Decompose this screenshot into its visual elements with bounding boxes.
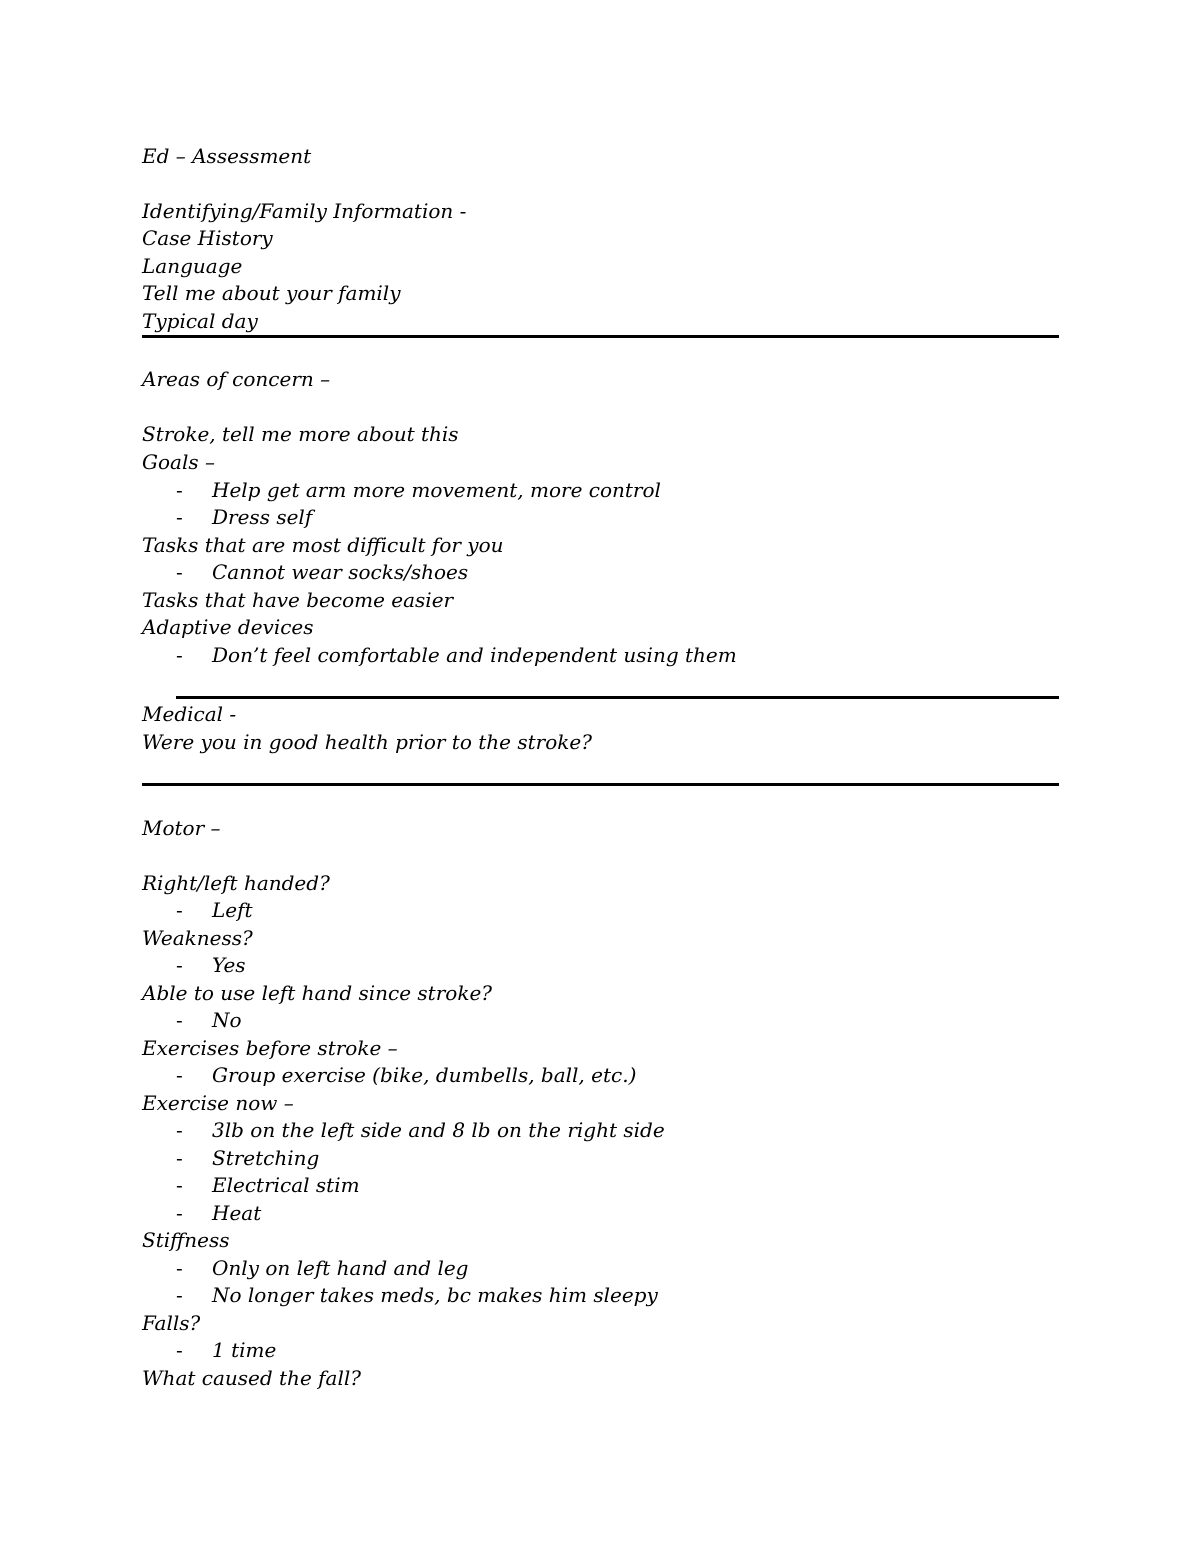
list-item-text: Don’t feel comfortable and independent using them [212, 643, 737, 667]
identifying-item: Tell me about your family [142, 281, 401, 305]
identifying-item: Language [142, 254, 243, 278]
concern-heading: Areas of concern – [142, 367, 331, 391]
bullet-dash: - [176, 1146, 183, 1170]
bullet-dash: - [176, 1173, 183, 1197]
medical-heading: Medical - [142, 702, 237, 726]
motor-heading: Motor – [142, 816, 221, 840]
left-hand-question: Able to use left hand since stroke? [142, 981, 492, 1005]
bullet-dash: - [176, 1201, 183, 1225]
list-item [176, 1062, 636, 1088]
identifying-item: Typical day [142, 309, 258, 333]
list-item-text: Electrical stim [212, 1173, 360, 1197]
easier-tasks-label: Tasks that have become easier [142, 588, 454, 612]
list-item [176, 1282, 658, 1308]
list-item [176, 477, 661, 503]
identifying-heading: Identifying/Family Information - [142, 199, 467, 223]
weakness-question: Weakness? [142, 926, 253, 950]
list-item-text: 3lb on the left side and 8 lb on the right side [212, 1118, 665, 1142]
list-item-text: No [212, 1008, 242, 1032]
list-item [176, 1255, 468, 1281]
bullet-dash: - [176, 953, 183, 977]
exercise-before-question: Exercises before stroke – [142, 1036, 398, 1060]
goals-label: Goals – [142, 450, 215, 474]
list-item-text: Dress self [212, 505, 313, 529]
stroke-question: Stroke, tell me more about this [142, 422, 459, 446]
list-item [176, 642, 737, 668]
list-item [176, 559, 468, 585]
list-item-text: Group exercise (bike, dumbells, ball, etc.) [212, 1063, 637, 1087]
list-item [176, 897, 253, 923]
bullet-dash: - [176, 1338, 183, 1362]
section-divider [142, 335, 1059, 338]
adaptive-devices-label: Adaptive devices [142, 615, 314, 639]
list-item-text: Help get arm more movement, more control [212, 478, 661, 502]
list-item [176, 1117, 665, 1143]
bullet-dash: - [176, 1118, 183, 1142]
bullet-dash: - [176, 1283, 183, 1307]
list-item-text: 1 time [212, 1338, 277, 1362]
list-item-text: No longer takes meds, bc makes him sleepy [212, 1283, 658, 1307]
bullet-dash: - [176, 478, 183, 502]
list-item-text: Left [212, 898, 253, 922]
list-item [176, 504, 312, 530]
bullet-dash: - [176, 643, 183, 667]
medical-question: Were you in good health prior to the stroke? [142, 730, 592, 754]
list-item [176, 1172, 360, 1198]
bullet-dash: - [176, 898, 183, 922]
document-title: Ed – Assessment [142, 144, 312, 168]
section-divider [176, 696, 1059, 699]
exercise-now-question: Exercise now – [142, 1091, 294, 1115]
falls-question: Falls? [142, 1311, 201, 1335]
bullet-dash: - [176, 560, 183, 584]
stiffness-label: Stiffness [142, 1228, 230, 1252]
list-item [176, 1337, 276, 1363]
list-item [176, 952, 246, 978]
bullet-dash: - [176, 505, 183, 529]
bullet-dash: - [176, 1256, 183, 1280]
identifying-item: Case History [142, 226, 273, 250]
list-item-text: Stretching [212, 1146, 320, 1170]
section-divider [142, 783, 1059, 786]
list-item-text: Only on left hand and leg [212, 1256, 469, 1280]
fall-cause-question: What caused the fall? [142, 1366, 361, 1390]
list-item-text: Heat [212, 1201, 262, 1225]
bullet-dash: - [176, 1063, 183, 1087]
difficult-tasks-label: Tasks that are most difficult for you [142, 533, 504, 557]
list-item [176, 1145, 319, 1171]
list-item-text: Yes [212, 953, 246, 977]
list-item [176, 1200, 261, 1226]
list-item-text: Cannot wear socks/shoes [212, 560, 469, 584]
bullet-dash: - [176, 1008, 183, 1032]
list-item [176, 1007, 242, 1033]
handed-question: Right/left handed? [142, 871, 330, 895]
